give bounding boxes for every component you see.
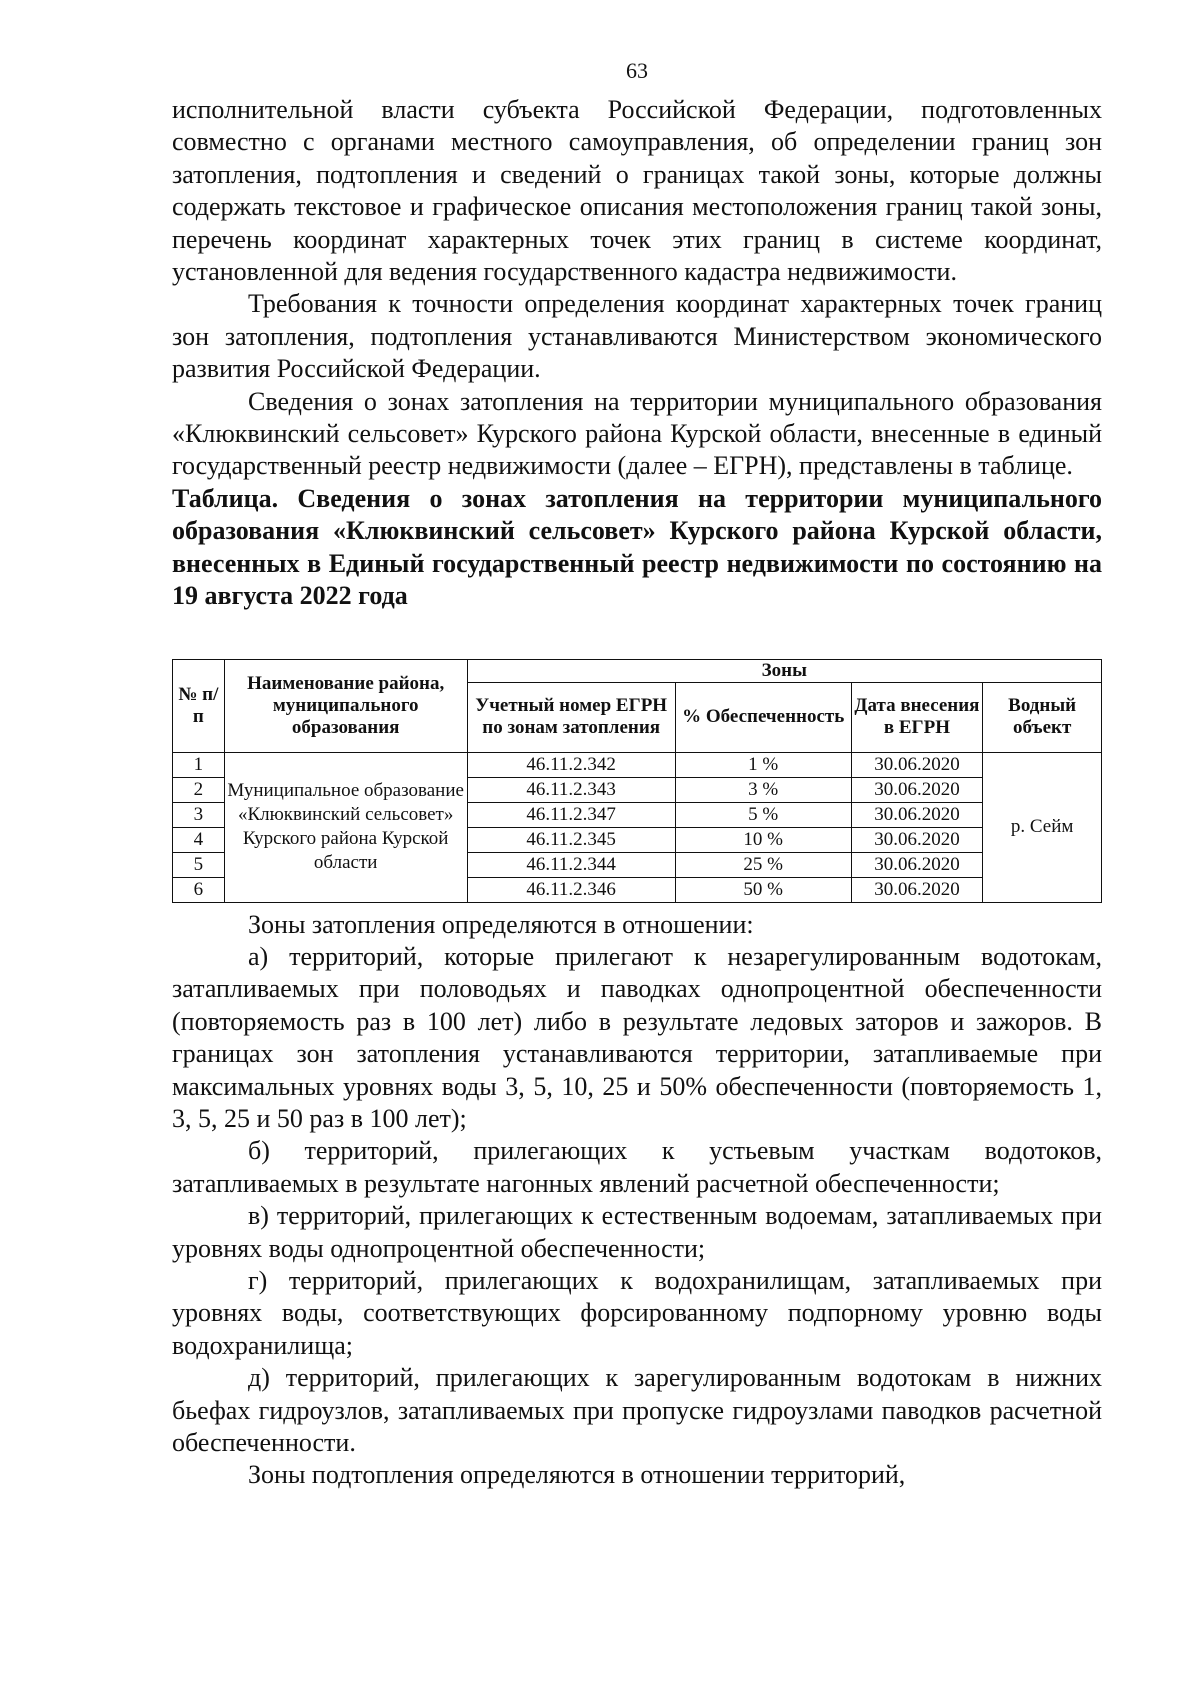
paragraph: г) территорий, прилегающих к водохранилищам, затапливаемых при уровнях воды, соответствующих форсированному подпорному уровню воды водохранилища; <box>172 1265 1102 1360</box>
paragraph: Зоны подтопления определяются в отношении территорий, <box>248 1460 906 1490</box>
header-water: Водный объект <box>983 682 1102 752</box>
row-num: 5 <box>173 852 225 877</box>
percent-cell: 10 % <box>675 827 851 852</box>
paragraph: Зоны затопления определяются в отношении: <box>248 909 754 939</box>
egrn-cell: 46.11.2.342 <box>467 752 675 777</box>
header-num: № п/п <box>173 659 225 752</box>
table-title: Таблица. Сведения о зонах затопления на территории муниципального образования «Клюквинский сельсовет» Курского района Курской области, внесенных в Единый государственный реестр недвижимости по состоянию на 19 августа 2022 года <box>172 483 1102 611</box>
row-num: 1 <box>173 752 225 777</box>
row-num: 6 <box>173 877 225 902</box>
percent-cell: 3 % <box>675 777 851 802</box>
egrn-cell: 46.11.2.345 <box>467 827 675 852</box>
row-num: 3 <box>173 802 225 827</box>
date-cell: 30.06.2020 <box>851 877 983 902</box>
header-percent: % Обеспеченность <box>675 682 851 752</box>
paragraph: б) территорий, прилегающих к устьевым участкам водотоков, затапливаемых в результате нагонных явлений расчетной обеспеченности; <box>172 1136 1102 1198</box>
paragraph: в) территорий, прилегающих к естественным водоемам, затапливаемых при уровнях воды однопроцентной обеспеченности; <box>172 1201 1102 1263</box>
paragraph: Требования к точности определения координат характерных точек границ зон затопления, подтопления устанавливаются Министерством экономического развития Российской Федерации. <box>172 289 1102 384</box>
row-num: 4 <box>173 827 225 852</box>
water-object-cell: р. Сейм <box>983 752 1102 902</box>
date-cell: 30.06.2020 <box>851 852 983 877</box>
table-row <box>173 752 1102 777</box>
paragraph: а) территорий, которые прилегают к незарегулированным водотокам, затапливаемых при половодьях и паводках однопроцентной обеспеченности (повторяемость раз в 100 лет) либо в результате ледовых заторов и зажоров. В границах зон затопления устанавливаются территории, затапливаемые при максимальных уровнях воды 3, 5, 10, 25 и 50% обеспеченности (повторяемость 1, 3, 5, 25 и 50 раз в 100 лет); <box>172 941 1102 1133</box>
page-number: 63 <box>626 58 648 83</box>
paragraph: исполнительной власти субъекта Российской Федерации, подготовленных совместно с органами местного самоуправления, об определении границ зон затопления, подтопления и сведений о границах такой зоны, которые должны содержать текстовое и графическое описания местоположения границ такой зоны, перечень координат характерных точек этих границ в системе координат, установленной для ведения государственного кадастра недвижимости. <box>172 95 1102 287</box>
header-name: Наименование района, муниципального образования <box>224 659 467 752</box>
percent-cell: 1 % <box>675 752 851 777</box>
egrn-cell: 46.11.2.344 <box>467 852 675 877</box>
percent-cell: 5 % <box>675 802 851 827</box>
egrn-cell: 46.11.2.343 <box>467 777 675 802</box>
date-cell: 30.06.2020 <box>851 802 983 827</box>
row-num: 2 <box>173 777 225 802</box>
intro-paragraphs <box>172 94 1102 483</box>
closing-paragraphs <box>172 909 1102 1492</box>
municipality-cell: Муниципальное образование «Клюквинский сельсовет» Курского района Курской области <box>224 752 467 902</box>
document-page <box>172 58 1102 1492</box>
paragraph: д) территорий, прилегающих к зарегулированным водотокам в нижних бьефах гидроузлов, затапливаемых при пропуске гидроузлами паводков расчетной обеспеченности. <box>172 1363 1102 1457</box>
egrn-cell: 46.11.2.346 <box>467 877 675 902</box>
flood-zones-table <box>172 659 1102 903</box>
percent-cell: 25 % <box>675 852 851 877</box>
percent-cell: 50 % <box>675 877 851 902</box>
egrn-cell: 46.11.2.347 <box>467 802 675 827</box>
paragraph: Сведения о зонах затопления на территории муниципального образования «Клюквинский сельсовет» Курского района Курской области, внесенные в единый государственный реестр недвижимости (далее – ЕГРН), представлены в таблице. <box>172 386 1102 481</box>
header-zones: Зоны <box>467 659 1101 682</box>
date-cell: 30.06.2020 <box>851 752 983 777</box>
header-date: Дата внесения в ЕГРН <box>851 682 983 752</box>
date-cell: 30.06.2020 <box>851 777 983 802</box>
date-cell: 30.06.2020 <box>851 827 983 852</box>
header-egrn-number: Учетный номер ЕГРН по зонам затопления <box>467 682 675 752</box>
